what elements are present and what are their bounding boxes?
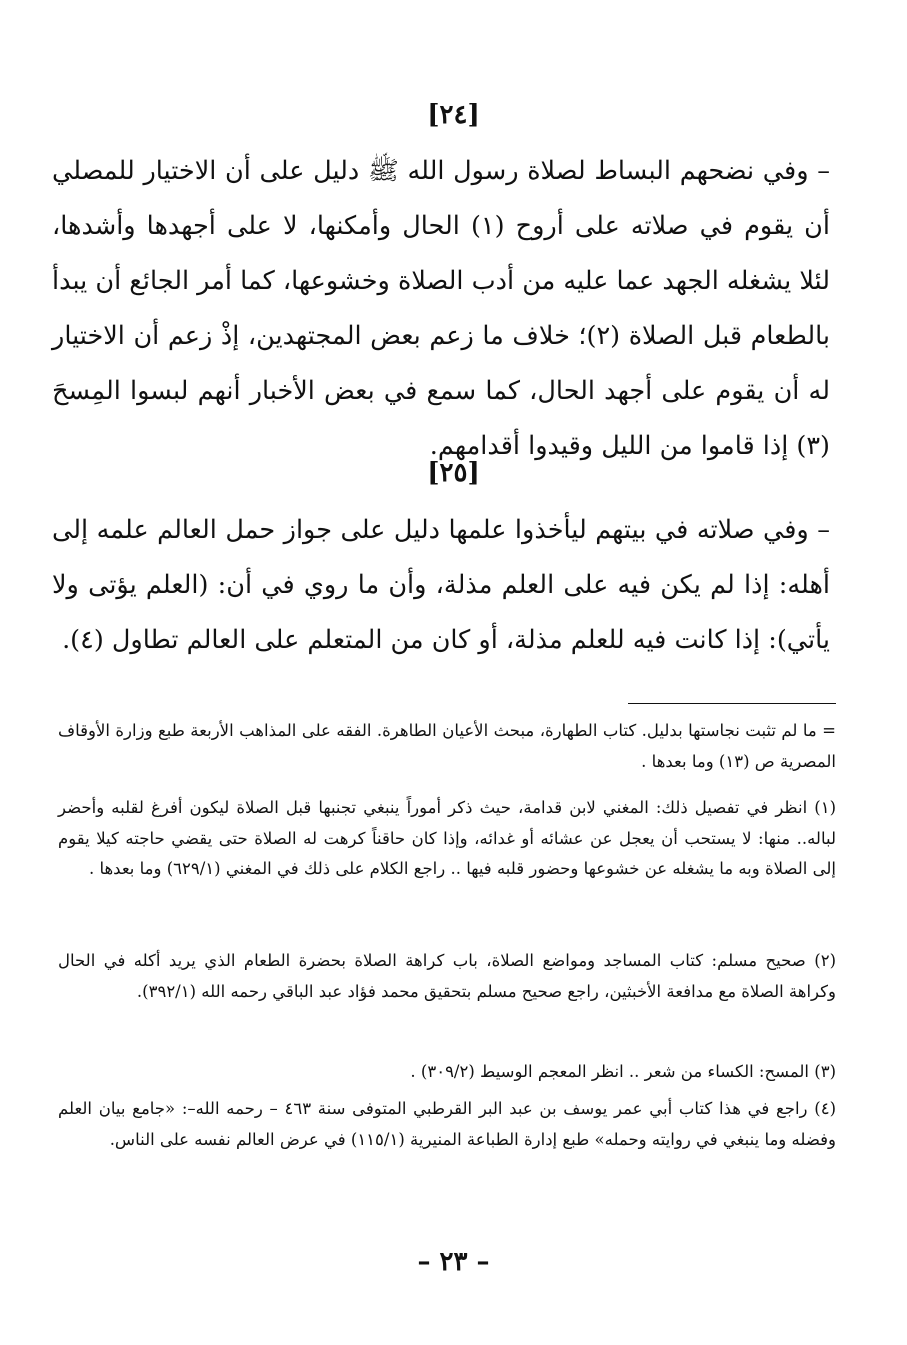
footnote-separator (628, 703, 836, 704)
section-text-25: – وفي صلاته في بيتهم ليأخذوا علمها دليل على جواز حمل العالم علمه إلى أهله: إذا لم يكن فيه على العلم مذلة، وأن ما روي في أن: (العلم يؤتى ولا يأتي): إذا كانت فيه للعلم مذلة، أو كان من المتعلم على العالم تطاول (٤). (52, 515, 830, 655)
footnote-1: (١) انظر في تفصيل ذلك: المغني لابن قدامة، حيث ذكر أموراً ينبغي تجنبها قبل الصلاة ليكون أفرغ لقلبه وأحضر لباله.. منها: لا يستحب أن يعجل عن عشائه أو غدائه، وإذا كان حاقناً كرهت له الصلاة حتى يقضي حاجته كيلا يقوم إلى الصلاة وبه ما يشغله عن خشوعها وحضور قلبه فيها .. راجع الكلام على ذلك في المغني (٦٢٩/١) وما بعدها . (58, 798, 836, 878)
section-text-24: – وفي نضحهم البساط لصلاة رسول الله ﷺ دليل على أن الاختيار للمصلي أن يقوم في صلاته على أروح (١) الحال وأمكنها، لا على أجهدها وأشدها، لئلا يشغله الجهد عما عليه من أدب الصلاة وخشوعها، كما أمر الجائع أن يبدأ بالطعام قبل الصلاة (٢)؛ خلاف ما زعم بعض المجتهدين، إذْ زعم أن الاختيار له أن يقوم على أجهد الحال، كما سمع في بعض الأخبار أنهم لبسوا المِسحَ (٣) إذا قاموا من الليل وقيدوا أقدامهم. (52, 156, 831, 461)
footnote-2: (٢) صحيح مسلم: كتاب المساجد ومواضع الصلاة، باب كراهة الصلاة بحضرة الطعام الذي يريد أكله في الحال وكراهة الصلاة مع مدافعة الأخبثين، راجع صحيح مسلم بتحقيق محمد فؤاد عبد الباقي رحمه الله (٣٩٢/١). (58, 951, 836, 1001)
page-number: – ٢٣ – (417, 1247, 490, 1277)
footnote-continuation: = ما لم تثبت نجاستها بدليل. كتاب الطهارة، مبحث الأعيان الطاهرة. الفقه على المذاهب الأربعة طبع وزارة الأوقاف المصرية ص (١٣) وما بعدها . (58, 721, 836, 771)
section-heading-24: [٢٤] (427, 100, 480, 130)
section-heading-25: [٢٥] (427, 458, 480, 488)
footnote-3: (٣) المسح: الكساء من شعر .. انظر المعجم الوسيط (٣٠٩/٢) . (410, 1062, 836, 1081)
footnote-4: (٤) راجع في هذا كتاب أبي عمر يوسف بن عبد البر القرطبي المتوفى سنة ٤٦٣ – رحمه الله–: «جامع بيان العلم وفضله وما ينبغي في روايته وحمله» طبع إدارة الطباعة المنيرية (١١٥/١) في عرض العالم نفسه على الناس. (58, 1099, 836, 1149)
